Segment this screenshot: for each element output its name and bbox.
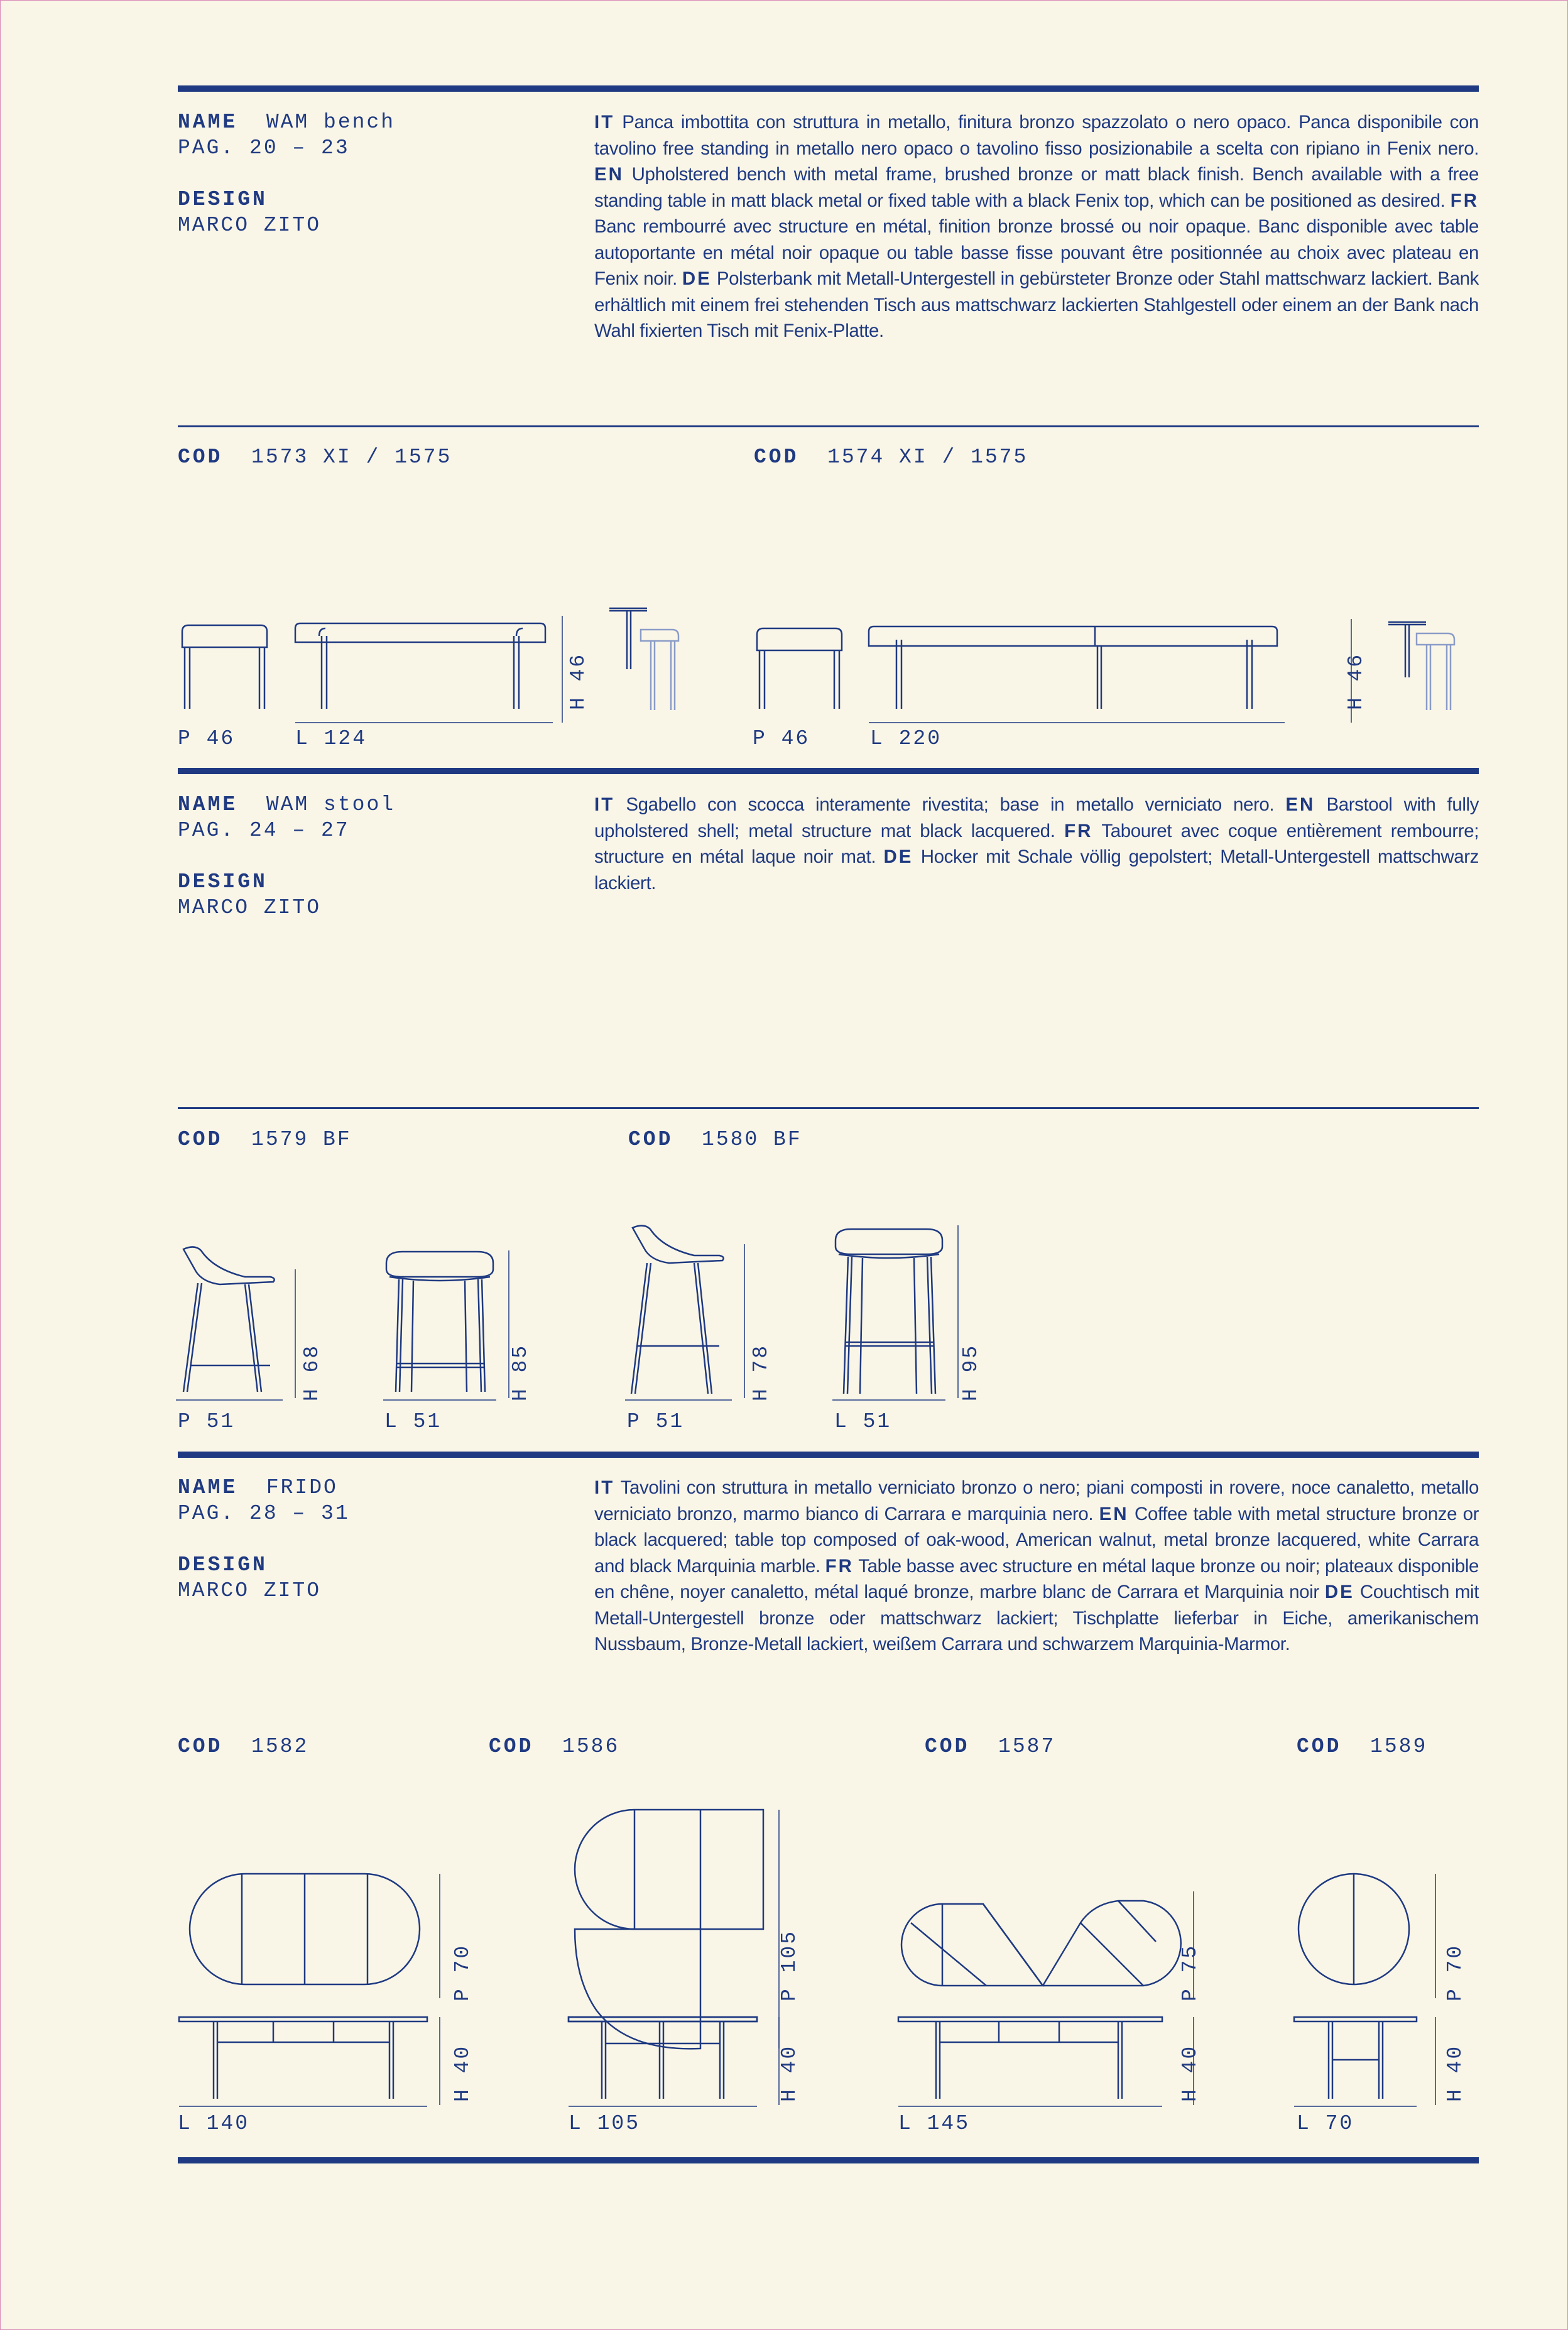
dim-height: H 95 [959,1343,983,1401]
desc-fr: Table basse avec structure en métal laque bronze ou noir; plateaux disponible en chêne, noyer canaletto, métal laqué bronze, marbre blanc de Carrara et Marquinia noir [594,1555,1479,1602]
cod-1579 [178,1127,352,1152]
table-1582-drawing [176,1860,459,2118]
lang-de: DE [682,268,712,289]
dim-depth: P 75 [1179,1944,1202,2001]
dim-depth: P 70 [451,1944,474,2001]
design-label: DESIGN [178,870,268,894]
dim-height: H 46 [567,652,590,710]
dim-depth: P 105 [778,1929,801,2001]
cod-value: 1589 [1370,1735,1428,1758]
designer-name: MARCO ZITO [178,214,322,237]
bench-description [594,109,1479,344]
frido-meta [178,1475,555,1604]
desc-en: Upholstered bench with metal frame, brushed bronze or matt black finish. Bench available with a free standing table in matt black metal or fixed table with a black Fenix top, which can be positioned as desired. [594,164,1479,211]
cod-label: COD [754,446,799,469]
desc-it: Sgabello con scocca interamente rivestita; base in metallo verniciato nero. [626,794,1275,815]
dim-height: H 40 [451,2044,474,2102]
product-name: WAM stool [266,793,396,816]
dim-height: H 40 [1444,2044,1467,2102]
cod-value: 1574 XI / 1575 [827,446,1028,469]
lang-en: EN [1099,1503,1129,1524]
lang-fr: FR [825,1555,854,1577]
page-ref: PAG. 24 – 27 [178,819,350,842]
page-ref: PAG. 28 – 31 [178,1502,350,1525]
product-name: WAM bench [266,111,396,134]
section-divider [178,425,1479,427]
desc-de: Couchtisch mit Metall-Untergestell bronze oder mattschwarz lackiert; Tischplatte lieferbar in Eiche, amerikanischem Nussbaum, Bronze-Metall lackiert, weißem Carrara und schwarzem Marquinia-Marmor. [594,1582,1479,1655]
section-divider [178,1107,1479,1109]
cod-1573 [178,445,452,470]
bench-meta [178,109,555,238]
desc-it: Panca imbottita con struttura in metallo, finitura bronzo spazzolato o nero opaco. Panca disponibile con tavolino free standing in metallo nero opaco o tavolino fisso posizionabile a scelta con ripiano in Fenix nero. [594,112,1479,159]
cod-1587 [925,1734,1055,1759]
cod-label: COD [489,1735,534,1758]
dim-depth: P 51 [178,1410,236,1433]
dim-height: H 46 [1344,652,1368,710]
dim-length: L 145 [898,2112,971,2135]
cod-1582 [178,1734,308,1759]
stool-low-drawing [176,1232,553,1408]
section-rule-top [178,768,1479,774]
bench-short-drawing [176,603,741,729]
designer-name: MARCO ZITO [178,1579,322,1602]
dim-length: L 70 [1297,2112,1354,2135]
desc-de: Hocker mit Schale völlig gepolstert; Metall-Untergestell mattschwarz lackiert. [594,846,1479,894]
lang-en: EN [594,164,624,185]
cod-label: COD [178,1735,223,1758]
dim-length: L 124 [295,727,368,750]
desc-de: Polsterbank mit Metall-Untergestell in gebürsteter Bronze oder Stahl mattschwarz lackiert. Bank erhältlich mit einem frei stehenden Tisch aus mattschwarz lackierten Stahlgestell oder einem an der Bank nach Wahl fixierten Tisch mit Fenix-Platte. [594,268,1479,341]
dim-depth: P 46 [753,727,810,750]
stool-meta [178,792,555,921]
cod-value: 1582 [251,1735,309,1758]
dim-height: H 78 [749,1343,773,1401]
bench-long-drawing [751,603,1479,729]
desc-en: Barstool with fully upholstered shell; metal structure mat black lacquered. [594,794,1479,841]
table-1587-drawing [892,1860,1206,2118]
cod-1580 [628,1127,802,1152]
lang-it: IT [594,112,615,133]
lang-it: IT [594,794,615,815]
cod-label: COD [925,1735,970,1758]
cod-1586 [489,1734,619,1759]
dim-depth: P 51 [627,1410,685,1433]
cod-value: 1587 [998,1735,1056,1758]
design-label: DESIGN [178,188,268,211]
dim-length: L 51 [384,1410,442,1433]
section-rule-top [178,1452,1479,1458]
desc-fr: Tabouret avec coque entièrement rembourre; structure en métal laque noir mat. [594,820,1479,867]
cod-label: COD [628,1128,673,1151]
cod-1574 [754,445,1028,470]
stool-description [594,792,1479,896]
lang-de: DE [883,846,913,867]
lang-de: DE [1324,1582,1354,1602]
product-name: FRIDO [266,1476,338,1499]
dim-height: H 40 [778,2044,801,2102]
lang-fr: FR [1064,820,1093,841]
cod-label: COD [178,446,223,469]
dim-height: H 40 [1179,2044,1202,2102]
dim-height: H 85 [509,1343,532,1401]
desc-it: Tavolini con struttura in metallo verniciato bronzo o nero; piani composti in rovere, noce canaletto, metallo verniciato bronzo, marmo bianco di Carrara e marquinia nero. [594,1477,1479,1524]
name-label: NAME [178,793,238,816]
stool-high-drawing [625,1219,1002,1408]
cod-value: 1586 [562,1735,620,1758]
dim-depth: P 46 [178,727,236,750]
designer-name: MARCO ZITO [178,896,322,919]
frido-description [594,1475,1479,1658]
page-ref: PAG. 20 – 23 [178,136,350,160]
cod-value: 1580 BF [702,1128,802,1151]
cod-label: COD [1297,1735,1342,1758]
lang-it: IT [594,1477,615,1498]
lang-en: EN [1285,794,1315,815]
cod-value: 1573 XI / 1575 [251,446,452,469]
lang-fr: FR [1450,190,1479,211]
dim-length: L 220 [870,727,942,750]
cod-1589 [1297,1734,1427,1759]
dim-length: L 105 [569,2112,641,2135]
section-rule-bottom [178,2157,1479,2163]
cod-value: 1579 BF [251,1128,352,1151]
section-rule-top [178,85,1479,92]
dim-depth: P 70 [1444,1944,1467,2001]
cod-label: COD [178,1128,223,1151]
dim-length: L 140 [178,2112,250,2135]
desc-en: Coffee table with metal structure bronze or black lacquered; table top composed of oak-wood, American walnut, metal bronze lacquered, white Carrara and black Marquinia marble. [594,1503,1479,1577]
desc-fr: Banc rembourré avec structure en métal, finition bronze brossé ou noir opaque. Banc disponible avec table autoportante en métal noir opaque ou table basse fisse pouvant être positionnée au choix avec plateau en Fenix noir. [594,216,1479,289]
dim-length: L 51 [834,1410,892,1433]
dim-height: H 68 [300,1343,324,1401]
design-label: DESIGN [178,1553,268,1577]
name-label: NAME [178,111,238,134]
name-label: NAME [178,1476,238,1499]
